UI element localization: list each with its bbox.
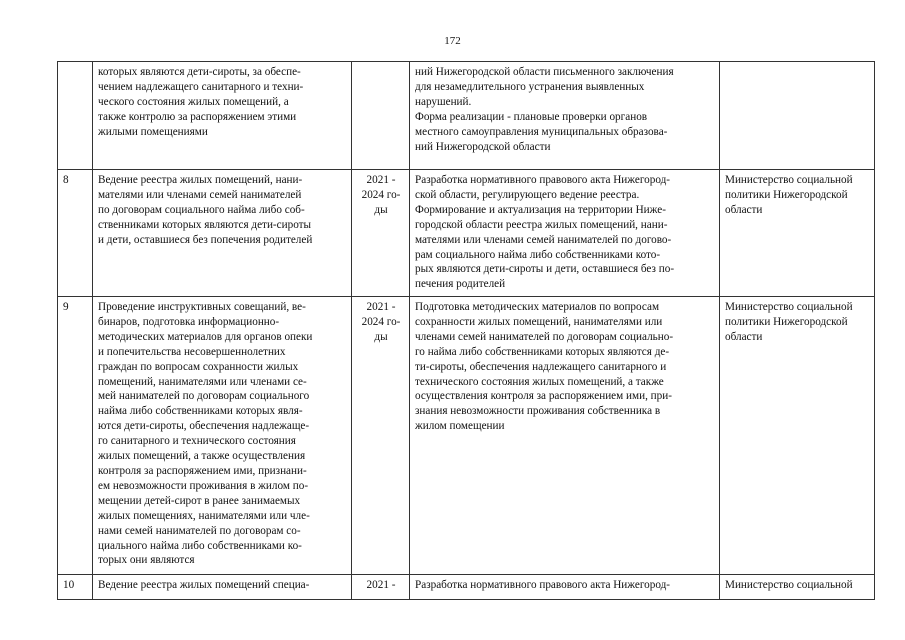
text-line: по договорам социального найма либо соб- <box>98 203 305 216</box>
text-line: чением надлежащего санитарного и техни- <box>98 80 304 93</box>
table-row <box>58 170 875 297</box>
text-line: бинаров, подготовка информационно- <box>98 315 280 328</box>
row-number-cell <box>58 62 93 170</box>
text-line: ем невозможности проживания в жилом по- <box>98 479 309 492</box>
term-cell <box>352 62 410 170</box>
text-line: ской области, регулирующего ведение реестра. <box>415 188 640 201</box>
text-line: местного самоуправления муниципальных образова- <box>415 125 668 138</box>
text-line: 2021 - <box>366 579 396 591</box>
table-row <box>58 297 875 575</box>
text-line: политики Нижегородской <box>725 188 848 201</box>
text-line: для незамедлительного устранения выявленных <box>415 80 645 93</box>
text-line: помещений, нанимателями или членами се- <box>98 375 307 388</box>
text-line: которых являются дети-сироты, за обеспе- <box>98 66 301 78</box>
result-cell <box>410 297 720 575</box>
result-cell <box>410 62 720 170</box>
text-line: 2021 - <box>366 301 396 313</box>
text-line: политики Нижегородской <box>725 315 848 328</box>
text-line: Ведение реестра жилых помещений, нани- <box>98 174 303 186</box>
text-line: мателями или членами семей нанимателей по догово- <box>415 233 672 246</box>
term-cell <box>352 297 410 575</box>
text-line: печения родителей <box>415 278 506 291</box>
text-line: граждан по вопросам сохранности жилых <box>98 360 299 373</box>
responsible-cell <box>720 575 875 600</box>
responsible-cell <box>720 170 875 297</box>
text-line: ются дети-сироты, обеспечения надлежаще- <box>98 420 310 433</box>
text-line: жилыми помещениями <box>98 125 208 138</box>
text-line: Разработка нормативного правового акта Нижегород- <box>415 579 671 591</box>
text-line: также контролю за распоряжением этими <box>98 110 297 123</box>
text-line: мателями или членами семей нанимателей <box>98 188 302 201</box>
text-line: 2021 - <box>366 174 396 186</box>
text-line: и попечительства несовершеннолетних <box>98 345 286 358</box>
text-line: сохранности жилых помещений, нанимателями или <box>415 315 663 328</box>
text-line: области <box>725 330 763 343</box>
text-line: и дети, оставшиеся без попечения родителей <box>98 233 313 246</box>
text-line: 2024 го- <box>361 188 401 201</box>
text-line: Ведение реестра жилых помещений специа- <box>98 579 310 591</box>
measures-table <box>57 61 875 600</box>
table-row <box>58 62 875 170</box>
text-line: нами семей нанимателей по договорам со- <box>98 524 301 537</box>
text-line: ственниками которых являются дети-сироты <box>98 218 312 231</box>
page-number: 172 <box>444 35 461 47</box>
text-line: го санитарного и технического состояния <box>98 435 296 448</box>
event-cell <box>93 575 352 600</box>
responsible-cell <box>720 62 875 170</box>
text-line: методических материалов для органов опеки <box>98 330 313 343</box>
text-line: области <box>725 203 763 216</box>
row-number-cell: 9 <box>58 297 93 575</box>
text-line: ний Нижегородской области письменного заключения <box>415 66 674 78</box>
text-line: ды <box>374 203 388 216</box>
result-cell <box>410 575 720 600</box>
row-number-cell: 8 <box>58 170 93 297</box>
event-cell <box>93 170 352 297</box>
text-line: ды <box>374 330 388 343</box>
text-line: рых являются дети-сироты и дети, оставшиеся без по- <box>415 263 675 276</box>
text-line: циального найма либо собственниками ко- <box>98 539 302 552</box>
text-line: Подготовка методических материалов по вопросам <box>415 301 660 313</box>
event-cell <box>93 62 352 170</box>
text-line: членами семей нанимателей по договорам социально- <box>415 330 674 343</box>
text-line: Форма реализации - плановые проверки органов <box>415 110 648 123</box>
text-line: городской области реестра жилых помещений, нани- <box>415 218 668 231</box>
text-line: жилом помещении <box>415 420 505 433</box>
text-line: Министерство социальной <box>725 579 853 591</box>
result-cell <box>410 170 720 297</box>
table-row <box>58 575 875 600</box>
text-line: мей нанимателей по договорам социального <box>98 390 310 403</box>
text-line: Разработка нормативного правового акта Нижегород- <box>415 174 671 186</box>
text-line: технического состояния жилых помещений, а также <box>415 375 664 388</box>
text-line: нарушений. <box>415 95 472 108</box>
term-cell <box>352 170 410 297</box>
text-line: Министерство социальной <box>725 174 853 186</box>
text-line: ний Нижегородской области <box>415 140 551 153</box>
text-line: Формирование и актуализация на территории Ниже- <box>415 203 666 216</box>
text-line: жилых помещений, а также осуществления <box>98 450 306 463</box>
text-line: ти-сироты, обеспечения надлежащего санитарного и <box>415 360 667 373</box>
text-line: жилых помещениях, нанимателями или чле- <box>98 509 310 522</box>
text-line: контроля за распоряжением ими, признани- <box>98 464 307 477</box>
row-number-cell: 10 <box>58 575 93 600</box>
term-cell <box>352 575 410 600</box>
text-line: го найма либо собственниками которых являются де- <box>415 345 670 358</box>
text-line: ческого состояния жилых помещений, а <box>98 95 289 108</box>
responsible-cell <box>720 297 875 575</box>
text-line: торых они являются <box>98 554 195 567</box>
text-line: 2024 го- <box>361 315 401 328</box>
text-line: рам социального найма либо собственниками кото- <box>415 248 661 261</box>
text-line: Министерство социальной <box>725 301 853 313</box>
text-line: мещении детей-сирот в ранее занимаемых <box>98 494 301 507</box>
text-line: найма либо собственниками которых явля- <box>98 405 303 418</box>
text-line: осуществления контроля за распоряжением ими, при- <box>415 390 672 403</box>
text-line: Проведение инструктивных совещаний, ве- <box>98 301 306 313</box>
event-cell <box>93 297 352 575</box>
text-line: знания невозможности проживания собственника в <box>415 405 661 418</box>
